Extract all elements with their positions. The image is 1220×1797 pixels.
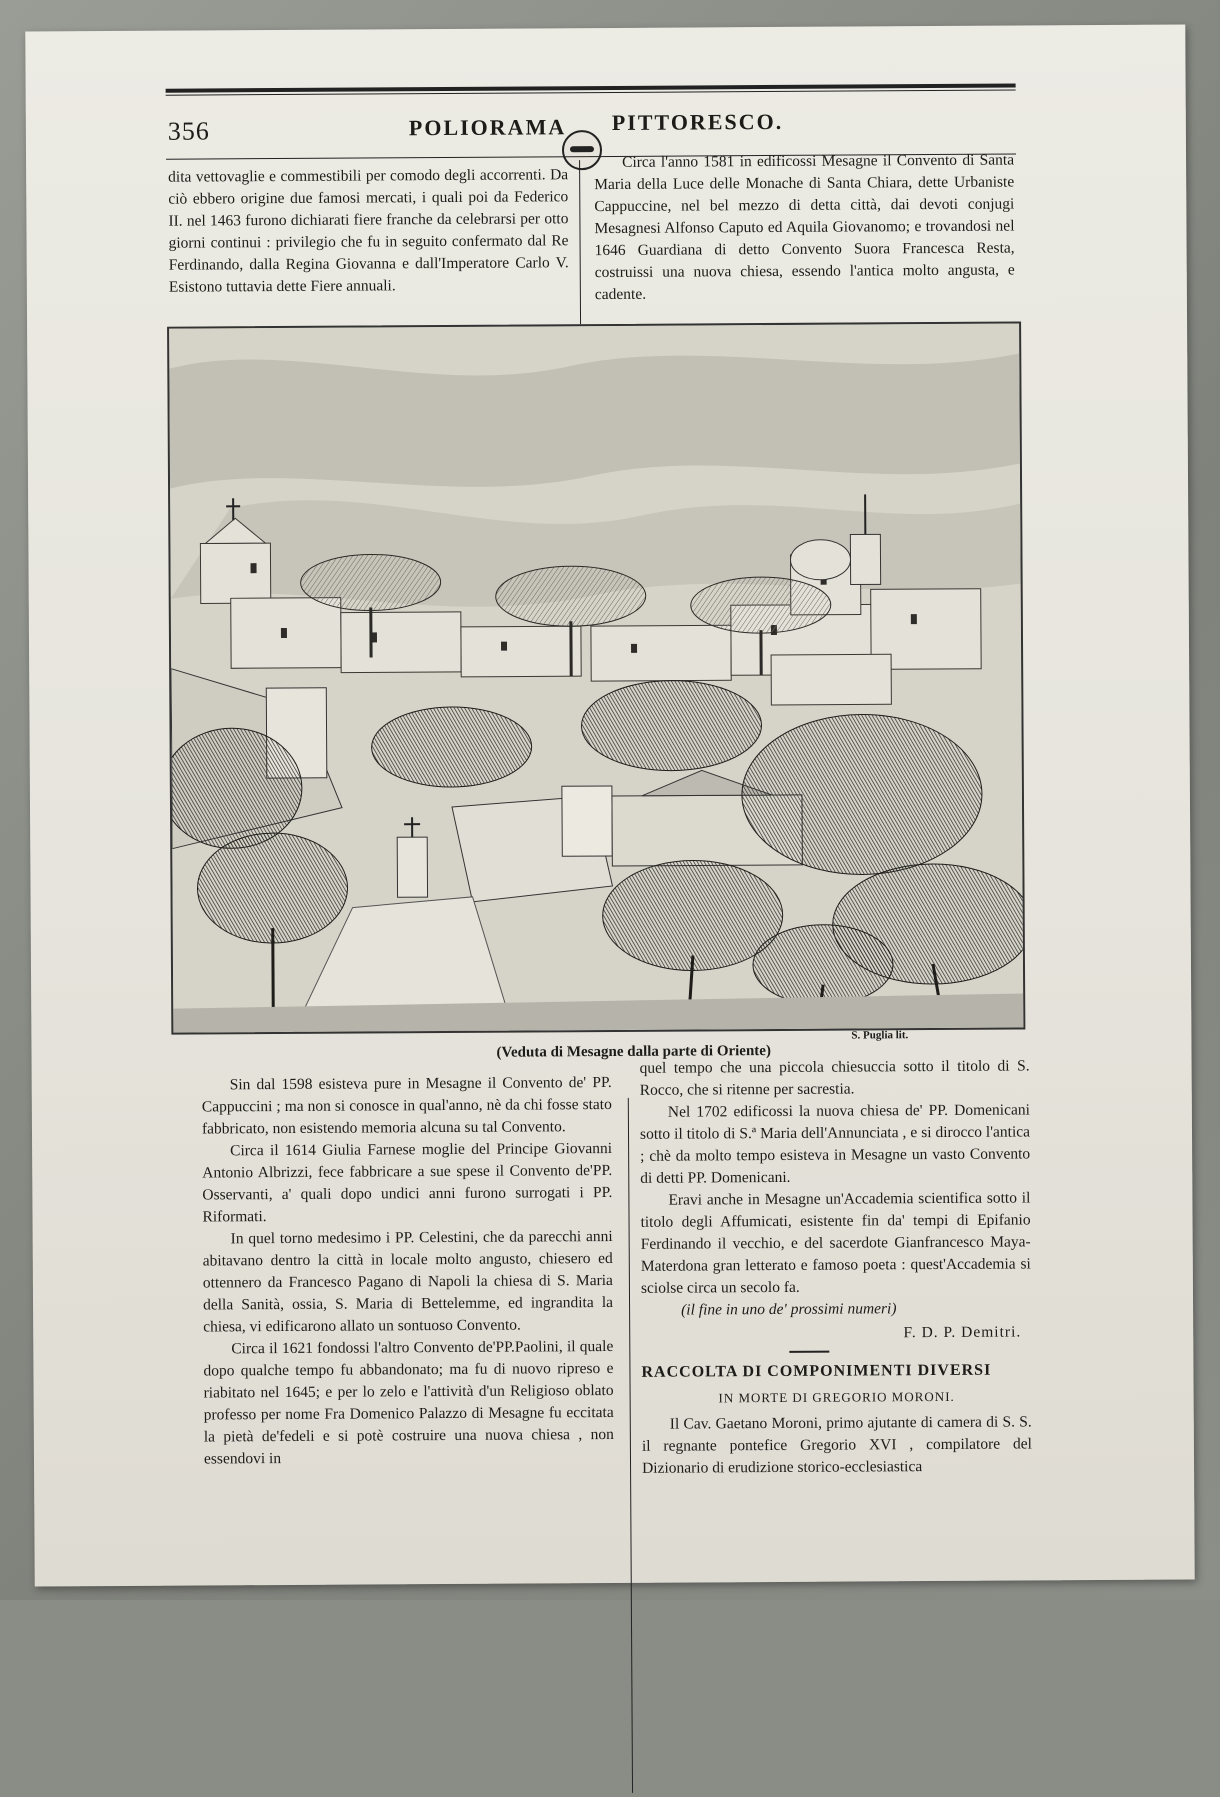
journal-title-right: PITTORESCO. — [612, 109, 784, 136]
paragraph: Eravi anche in Mesagne un'Accademia scientifica sotto il titolo degli Affumicati, esistente fin da' tempi di Epifanio Ferdinando il vecchio, e del sacerdote Gianfrancesco Maya-Materdona gran letterato e famoso poeta : quest'Accademia si sciolse circa un secolo fa. — [640, 1187, 1031, 1299]
section-separator — [789, 1351, 829, 1353]
section-subtitle: IN MORTE DI GREGORIO MORONI. — [642, 1385, 1032, 1409]
paragraph: Nel 1702 edificossi la nuova chiesa de' PP. Domenicani sotto il titolo di S.ª Maria dell'Annunciata , e si dirocco l'antica ; chè da molto tempo esisteva in Mesagne un vasto Convento di detti PP. Domenicani. — [640, 1099, 1031, 1189]
top-right-column — [594, 150, 1015, 307]
column-divider-top — [579, 160, 581, 330]
top-left-column — [168, 164, 569, 298]
illustration-caption: (Veduta di Mesagne dalla parte di Oriente) — [496, 1043, 771, 1062]
paragraph: Circa l'anno 1581 in edificossi Mesagne il Convento di Santa Maria della Luce delle Monache di Santa Chiara, dette Urbaniste Cappuccine, nel bel mezzo di detta città, dai devoti conjugi Mesagnesi Alfonso Caputo ed Aquila Giovanomo; e trovandosi nel 1646 Guardiana di detto Convento Suora Francesca Resta, costruissi una nuova chiesa, essendo l'antica molto angusta, e cadente. — [594, 150, 1015, 307]
signature-row — [641, 1297, 1031, 1323]
paragraph: Sin dal 1598 esisteva pure in Mesagne il Convento de' PP. Cappuccini ; ma non si conosce in qual'anno, nè da chi fosse stato fabbricato, non esistendo memoria alcuna su tal Convento. — [202, 1072, 612, 1141]
paragraph: dita vettovaglie e commestibili per comodo degli accorrenti. Da ciò ebbero origine due famosi mercati, i quali poi da Federico II. nel 1463 furono dichiarati fiere franche da celebrarsi per otto giorni continui : privilegio che fu in seguito confermato dal Re Ferdinando, dalla Regina Giovanna e dall'Imperatore Carlo V. Esistono tuttavia dette Fiere annuali. — [168, 164, 569, 298]
journal-title-left: POLIORAMA — [409, 114, 566, 141]
page-number: 356 — [168, 116, 210, 146]
paragraph: In quel torno medesimo i PP. Celestini, che da parecchi anni abitavano dentro la città in locale molto angusto, chiesero ed ottennero da Francesco Pagano di Napoli la chiesa di S. Maria della Sanità, ossia, S. Maria di Bettelemme, ed ingrandita la chiesa, vi edificarono allato un sontuoso Convento. — [203, 1226, 614, 1339]
author-row — [641, 1321, 1031, 1347]
section-title: RACCOLTA DI COMPONIMENTI DIVERSI — [641, 1359, 1031, 1383]
paragraph: Il Cav. Gaetano Moroni, primo ajutante di camera di S. S. il regnante pontefice Gregorio XVI , compilatore del Dizionario di erudizione storico-ecclesiastica — [642, 1411, 1032, 1479]
paragraph: Circa il 1621 fondossi l'altro Convento de'PP.Paolini, il quale dopo qualche tempo fu abbandonato; ma fu di nuovo ripreso e riabitato nel 1645; e per lo zelo e l'attività d'un Religioso oblato professo per nome Fra Domenico Palazzo di Mesagne fu eccitata la pietà de'fedeli e si potè costruire una nuova chiesa , non essendovi in — [203, 1336, 614, 1471]
bottom-left-column — [202, 1072, 614, 1470]
column-divider-bottom — [628, 1098, 633, 1793]
paragraph: quel tempo che una piccola chiesuccia sotto il titolo di S. Rocco, che si ritenne per sacrestia. — [640, 1055, 1030, 1101]
continuation-note: (il fine in uno de' prossimi numeri) — [681, 1298, 897, 1321]
town-view-engraving — [169, 323, 1023, 1032]
illustration-credit: S. Puglia lit. — [851, 1029, 908, 1041]
printed-page — [25, 24, 1194, 1586]
paragraph: Circa il 1614 Giulia Farnese moglie del Principe Giovanni Antonio Albrizzi, fece fabbricare a sue spese il Convento de'PP. Osservanti, a' quali dopo undici anni furono surrogati i PP. Riformati. — [202, 1138, 613, 1229]
lithograph-illustration — [167, 321, 1025, 1034]
author-signature: F. D. P. Demitri. — [903, 1321, 1021, 1344]
bottom-right-column — [640, 1055, 1033, 1479]
